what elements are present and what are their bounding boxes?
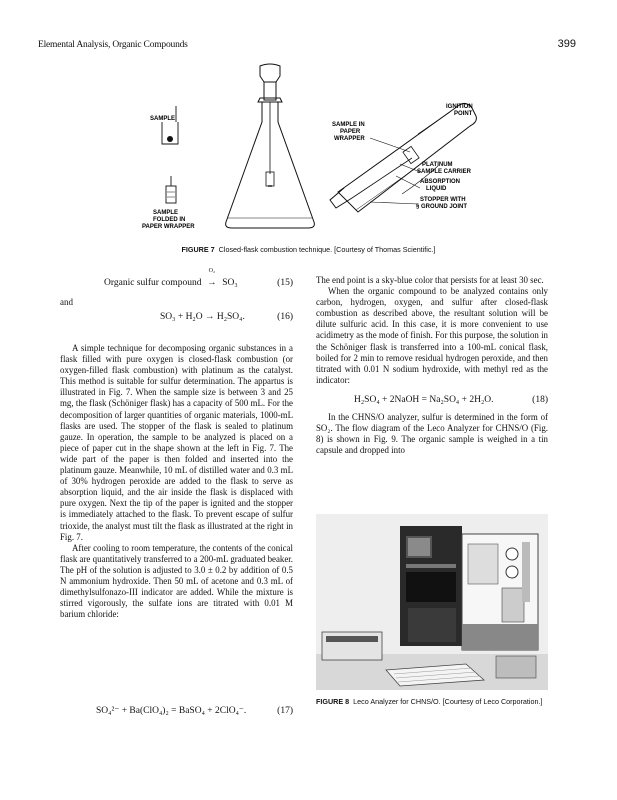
upright-flask-drawing (226, 64, 315, 228)
label-folded-2: FOLDED IN (153, 217, 186, 223)
right-paragraph-1: The end point is a sky-blue color that persists for at least 30 sec. (316, 275, 544, 285)
figure-8-photo (316, 514, 548, 690)
and-word: and (60, 297, 73, 307)
eq15-over: O₂ (208, 268, 216, 274)
figure-7-caption (0, 245, 617, 254)
eq15-left: Organic sulfur compound (104, 278, 202, 288)
running-title: Elemental Analysis, Organic Compounds (38, 40, 188, 50)
label-sample-in-3: WRAPPER (334, 136, 365, 142)
label-sample: SAMPLE (150, 116, 176, 122)
tilted-flask-drawing (330, 103, 476, 212)
left-column (60, 268, 293, 620)
eq16-number: (16) (277, 312, 293, 322)
sample-paper-drawing (162, 106, 178, 144)
label-sample-in-1: SAMPLE IN (332, 122, 365, 128)
right-paragraph-2: When the organic compound to be analyzed contains only carbon, hydrogen, oxygen, and sulfur after closed-flask combustion as described above, the resultant solution will be dilute sulfuric acid. In this case, it is more convenient to use acidimetry as the mode of finish. For this purpose, the solution in the Schöniger flask is transferred into a 100-mL conical flask, boiled for 2 min to remove residual hydrogen peroxide, and then titrated with 0.01 N sodium hydroxide, with methyl red as the indicator: (316, 286, 548, 385)
eq18-number: (18) (532, 394, 548, 405)
label-stopper-1: STOPPER WITH (420, 197, 466, 203)
label-absorption-2: LIQUID (426, 186, 447, 192)
equation-15: Organic sulfur compound O₂ → SO₃ (15) (104, 275, 293, 291)
label-folded-1: SAMPLE (153, 210, 179, 216)
label-sample-in-2: PAPER (340, 129, 361, 135)
equation-16 (60, 309, 293, 325)
left-paragraph-1: A simple technique for decomposing organic substances in a flask filled with pure oxygen is closed-flask combustion (or oxygen-filled flask combustion) with platinum as the catalyst. This method is suitable for sulfur determination. The appartus is illustrated in Fig. 7. When the sample size is between 3 and 25 mg, the flask (Schöniger flask) has a capacity of 500 mL. For the decomposition of larger quantities of organic materials, 1000-mL flasks are used. The stopper of the flask is sealed to platinum gauze. In operation, the sample to be analyzed is placed on a piece of paper cut in the shape shown at the left in Fig. 7. The wide part of the paper is then folded and inserted into the platinum gauze. Meanwhile, 10 mL of distilled water and 0.3 mL of 30% hydrogen peroxide are added to the flask to serve as absorption liquid, and the air inside the flask is displaced with pure oxygen. Next the tip of the paper is ignited and the stopper is immediately attached to the flask. To prevent escape of sulfur trioxide, the analyst must tilt the flask as illustrated at the right in Fig. 7. (60, 343, 293, 542)
eq16-body: SO₃ + H₂O → H₂SO₄. (160, 312, 245, 322)
label-platinum-2: SAMPLE CARRIER (417, 169, 472, 175)
equation-18 (316, 392, 548, 408)
eq15-number: (15) (277, 278, 293, 288)
label-stopper-2: § GROUND JOINT (416, 204, 468, 210)
left-paragraph-2: After cooling to room temperature, the contents of the conical flask are quantitatively transferred to a 200-mL graduated beaker. The pH of the solution is adjusted to 3.0 ± 0.2 by addition of 0.5 N ammonium hydroxide. Then 50 mL of acetone and 0.3 mL of dimethylsulfonazo-III indicator are added. While the mixture is stirred vigorously, the sulfate ions are titrated with 0.01 M barium chloride: (60, 542, 293, 620)
label-folded-3: PAPER WRAPPER (142, 224, 195, 230)
eq17-body: SO₄²⁻ + Ba(ClO₄)₂ = BaSO₄ + 2ClO₄⁻. (96, 706, 247, 716)
eq15-right: SO₃ (222, 278, 238, 288)
folded-paper-drawing (166, 176, 176, 203)
figure-8-caption-text: Leco Analyzer for CHNS/O. [Courtesy of Leco Corporation.] (353, 697, 543, 706)
right-paragraph-3: In the CHNS/O analyzer, sulfur is determined in the form of SO₂. The flow diagram of the Leco Analyzer for CHNS/O (Fig. 8) is shown in Fig. 9. The organic sample is weighed in a tin capsule and dropped into (316, 411, 548, 456)
figure-8-caption (316, 697, 548, 706)
label-platinum-1: PLATINUM (422, 162, 453, 168)
eq18-body: H₂SO₄ + 2NaOH = Na₂SO₄ + 2H₂O. (354, 394, 494, 405)
figure-7-label: FIGURE 7 (181, 245, 215, 254)
figure-7-caption-text: Closed-flask combustion technique. [Courtesy of Thomas Scientific.] (218, 245, 436, 254)
label-absorption-1: ABSORPTION (420, 179, 461, 185)
page-number: 399 (557, 38, 576, 50)
figure-8-label: FIGURE 8 (316, 697, 350, 706)
label-ignition-1: IGNITION (446, 104, 473, 110)
eq17-number: (17) (277, 706, 293, 716)
right-column (316, 275, 548, 456)
equation-17 (80, 703, 293, 719)
label-ignition-2: POINT (454, 111, 473, 117)
figure-7-illustration (120, 62, 510, 242)
